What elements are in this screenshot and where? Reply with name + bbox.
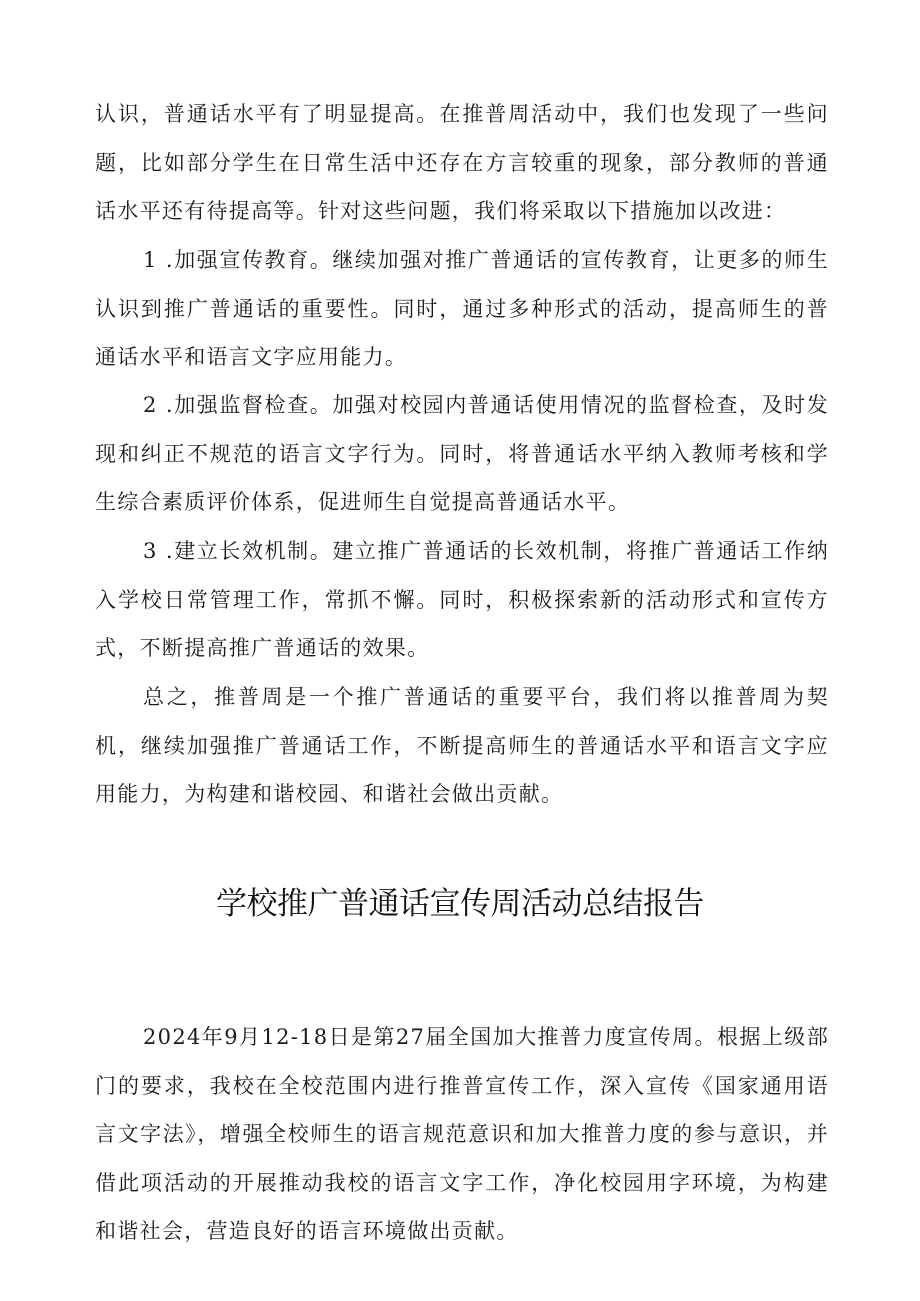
paragraph-measure-1: 1 .加强宣传教育。继续加强对推广普通话的宣传教育，让更多的师生认识到推广普通话的重要性。同时，通过多种形式的活动，提高师生的普通话水平和语言文字应用能力。 [95,248,829,369]
paragraph-measure-2: 2 .加强监督检查。加强对校园内普通话使用情况的监督检查，及时发现和纠正不规范的语言文字行为。同时，将普通话水平纳入教师考核和学生综合素质评价体系，促进师生自觉提高普通话水平。 [95,393,829,514]
paragraph-intro: 2024年9月12-18日是第27届全国加大推普力度宣传周。根据上级部门的要求，我校在全校范围内进行推普宣传工作，深入宣传《国家通用语言文字法》，增强全校师生的语言规范意识和加大推普力度的参与意识，并借此项活动的开展推动我校的语言文字工作，净化校园用字环境，为构建和谐社会，营造良好的语言环境做出贡献。 [95,1025,829,1243]
section-title: 学校推广普通话宣传周活动总结报告 [216,886,704,922]
paragraph-conclusion: 总之，推普周是一个推广普通话的重要平台，我们将以推普周为契机，继续加强推广普通话工作，不断提高师生的普通话水平和语言文字应用能力，为构建和谐校园、和谐社会做出贡献。 [95,685,829,806]
paragraph-continuation: 认识，普通话水平有了明显提高。在推普周活动中，我们也发现了一些问题，比如部分学生在日常生活中还存在方言较重的现象，部分教师的普通话水平还有待提高等。针对这些问题，我们将采取以下措施加以改进： [95,102,829,223]
paragraph-measure-3: 3 .建立长效机制。建立推广普通话的长效机制，将推广普通话工作纳入学校日常管理工作，常抓不懈。同时，积极探索新的活动形式和宣传方式，不断提高推广普通话的效果。 [95,539,829,660]
